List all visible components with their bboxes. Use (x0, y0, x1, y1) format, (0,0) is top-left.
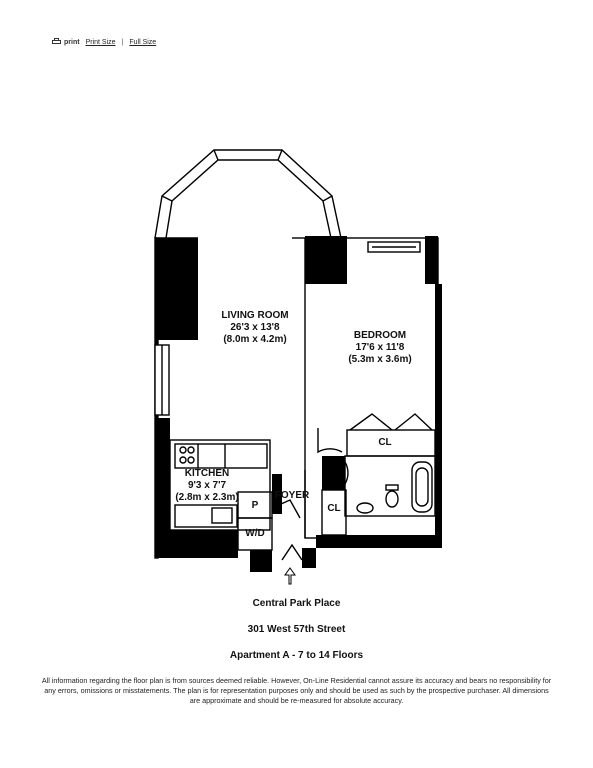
bedroom-closet-label: CL (378, 437, 392, 448)
entry-arrow (285, 568, 295, 584)
bedroom-right-wall-block (425, 236, 438, 284)
building-name: Central Park Place (252, 598, 341, 609)
living-room-name: LIVING ROOM (221, 310, 289, 321)
kitchen-name: KITCHEN (184, 468, 230, 479)
bedroom-dim-ft: 17'6 x 11'8 (355, 342, 405, 353)
washer-dryer-label: W/D (245, 528, 265, 539)
kitchen-label (172, 468, 242, 504)
bedroom-left-wall-block (305, 236, 347, 284)
print-label: print (64, 38, 80, 46)
disclaimer-text: All information regarding the floor plan is from sources deemed reliable. However, On-Line Residential cannot assure its accuracy and bears no responsibility for any errors, omissions or misstatements. The plan is for representation purposes only and should be used as such by the prospective purchaser. All dimensions are approximate and should be re-measured for absolute accuracy. (41, 676, 552, 705)
bay-window (155, 150, 341, 238)
toolbar-separator: | (121, 38, 124, 46)
entry-door (282, 545, 302, 560)
living-room-label (195, 310, 315, 346)
kitchen-sink (212, 508, 232, 523)
bedroom-label (335, 330, 425, 366)
pantry-label: P (251, 500, 259, 511)
sink (357, 503, 373, 513)
living-room-dim-m: (8.0m x 4.2m) (223, 334, 287, 345)
building-address: 301 West 57th Street (247, 624, 346, 635)
kitchen-dim-m: (2.8m x 2.3m) (175, 492, 239, 503)
living-room-dim-ft: 26'3 x 13'8 (230, 322, 280, 333)
bedroom-name: BEDROOM (353, 330, 407, 341)
full-size-link[interactable]: Full Size (129, 38, 157, 46)
bedroom-door (318, 428, 342, 452)
kitchen-dim-ft: 9'3 x 7'7 (187, 480, 227, 491)
bedroom-dim-m: (5.3m x 3.6m) (348, 354, 412, 365)
foyer-closet-label: CL (327, 503, 341, 514)
living-upper-wall-block (155, 238, 198, 340)
apartment-info: Apartment A - 7 to 14 Floors (229, 650, 364, 661)
toilet (386, 491, 398, 507)
bathtub (412, 462, 432, 512)
print-size-link[interactable]: Print Size (85, 38, 116, 46)
foyer-label: FOYER (274, 490, 310, 501)
